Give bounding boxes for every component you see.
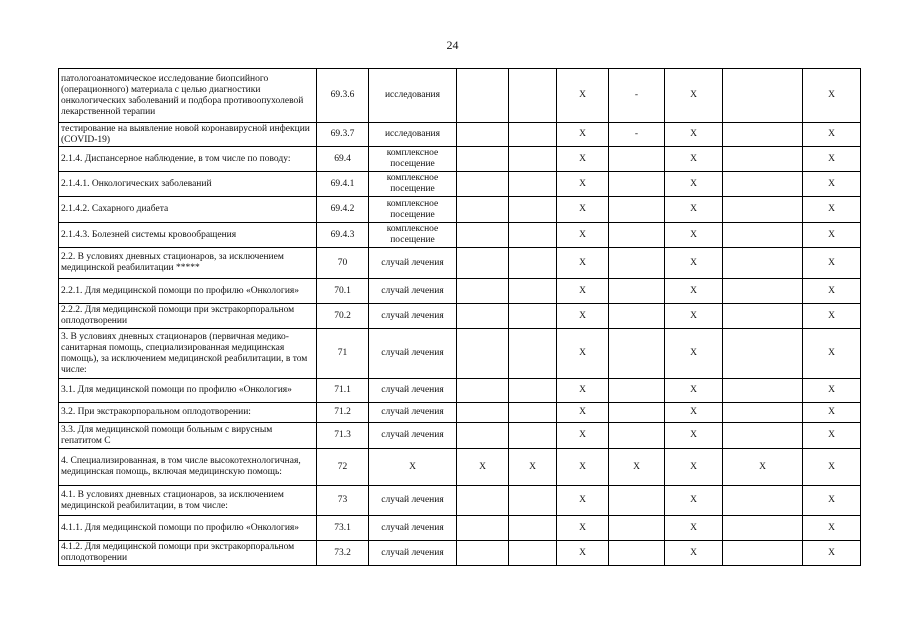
table-row bbox=[59, 449, 861, 486]
table-row bbox=[59, 69, 861, 123]
row-c9-cell bbox=[723, 223, 803, 248]
row-unit-cell: случай лечения bbox=[369, 279, 457, 304]
row-c5-cell: X bbox=[509, 449, 557, 486]
row-c7-cell bbox=[609, 403, 665, 423]
row-unit-cell: случай лечения bbox=[369, 516, 457, 541]
row-code-cell: 71.1 bbox=[317, 379, 369, 403]
row-c9-cell bbox=[723, 123, 803, 147]
row-c6-cell: X bbox=[557, 329, 609, 379]
row-c9-cell bbox=[723, 516, 803, 541]
table-row bbox=[59, 403, 861, 423]
row-c4-cell bbox=[457, 516, 509, 541]
row-c10-cell: X bbox=[803, 541, 861, 566]
row-c9-cell bbox=[723, 69, 803, 123]
row-name-cell: 4.1. В условиях дневных стационаров, за исключением медицинской реабилитации, в том числе: bbox=[59, 486, 317, 516]
row-c8-cell: X bbox=[665, 423, 723, 449]
row-c5-cell bbox=[509, 279, 557, 304]
row-c4-cell bbox=[457, 123, 509, 147]
table-row bbox=[59, 279, 861, 304]
row-name-cell: 2.1.4.2. Сахарного диабета bbox=[59, 197, 317, 223]
row-unit-cell: комплексное посещение bbox=[369, 197, 457, 223]
row-c6-cell: X bbox=[557, 379, 609, 403]
row-c5-cell bbox=[509, 423, 557, 449]
row-c6-cell: X bbox=[557, 486, 609, 516]
row-unit-cell: случай лечения bbox=[369, 423, 457, 449]
row-c4-cell bbox=[457, 197, 509, 223]
row-c7-cell: X bbox=[609, 449, 665, 486]
row-c4-cell bbox=[457, 423, 509, 449]
row-name-cell: 4. Специализированная, в том числе высокотехнологичная, медицинская помощь, включая медицинскую помощь: bbox=[59, 449, 317, 486]
row-c7-cell bbox=[609, 486, 665, 516]
row-c10-cell: X bbox=[803, 172, 861, 197]
row-c7-cell bbox=[609, 279, 665, 304]
row-c4-cell bbox=[457, 248, 509, 279]
table-row bbox=[59, 329, 861, 379]
table-row bbox=[59, 541, 861, 566]
row-c8-cell: X bbox=[665, 304, 723, 329]
row-name-cell: 2.1.4. Диспансерное наблюдение, в том числе по поводу: bbox=[59, 147, 317, 172]
row-code-cell: 70 bbox=[317, 248, 369, 279]
planning-table bbox=[58, 68, 861, 566]
row-c4-cell bbox=[457, 379, 509, 403]
row-c4-cell bbox=[457, 486, 509, 516]
row-c10-cell: X bbox=[803, 516, 861, 541]
row-name-cell: 2.2. В условиях дневных стационаров, за исключением медицинской реабилитации ***** bbox=[59, 248, 317, 279]
row-c4-cell bbox=[457, 279, 509, 304]
row-name-cell: патологоанатомическое исследование биопсийного (операционного) материала с целью диагностики онкологических заболеваний и подбора противоопухолевой лекарственной терапии bbox=[59, 69, 317, 123]
row-c6-cell: X bbox=[557, 304, 609, 329]
row-c8-cell: X bbox=[665, 379, 723, 403]
row-unit-cell: случай лечения bbox=[369, 486, 457, 516]
row-code-cell: 69.4.1 bbox=[317, 172, 369, 197]
row-code-cell: 72 bbox=[317, 449, 369, 486]
row-code-cell: 69.3.6 bbox=[317, 69, 369, 123]
table-row bbox=[59, 516, 861, 541]
row-c6-cell: X bbox=[557, 223, 609, 248]
row-c9-cell bbox=[723, 248, 803, 279]
row-code-cell: 70.1 bbox=[317, 279, 369, 304]
row-name-cell: 4.1.2. Для медицинской помощи при экстракорпоральном оплодотворении bbox=[59, 541, 317, 566]
row-c10-cell: X bbox=[803, 423, 861, 449]
row-c5-cell bbox=[509, 123, 557, 147]
table-row bbox=[59, 123, 861, 147]
row-code-cell: 69.4.3 bbox=[317, 223, 369, 248]
table-row bbox=[59, 172, 861, 197]
row-c7-cell: - bbox=[609, 69, 665, 123]
row-c8-cell: X bbox=[665, 147, 723, 172]
row-code-cell: 73.1 bbox=[317, 516, 369, 541]
row-name-cell: 3.2. При экстракорпоральном оплодотворении: bbox=[59, 403, 317, 423]
row-c5-cell bbox=[509, 516, 557, 541]
row-code-cell: 71 bbox=[317, 329, 369, 379]
row-c7-cell bbox=[609, 329, 665, 379]
row-c4-cell: X bbox=[457, 449, 509, 486]
row-c5-cell bbox=[509, 223, 557, 248]
row-c4-cell bbox=[457, 541, 509, 566]
row-c6-cell: X bbox=[557, 147, 609, 172]
row-unit-cell: X bbox=[369, 449, 457, 486]
row-name-cell: 3.1. Для медицинской помощи по профилю «Онкология» bbox=[59, 379, 317, 403]
row-c8-cell: X bbox=[665, 541, 723, 566]
table-row bbox=[59, 304, 861, 329]
row-unit-cell: случай лечения bbox=[369, 304, 457, 329]
row-c5-cell bbox=[509, 486, 557, 516]
row-c4-cell bbox=[457, 147, 509, 172]
row-code-cell: 70.2 bbox=[317, 304, 369, 329]
row-c6-cell: X bbox=[557, 449, 609, 486]
row-c6-cell: X bbox=[557, 197, 609, 223]
row-c6-cell: X bbox=[557, 123, 609, 147]
row-c7-cell bbox=[609, 223, 665, 248]
table-body bbox=[59, 69, 861, 566]
row-name-cell: тестирование на выявление новой коронавирусной инфекции (COVID-19) bbox=[59, 123, 317, 147]
row-c9-cell bbox=[723, 172, 803, 197]
table-row bbox=[59, 223, 861, 248]
row-c5-cell bbox=[509, 403, 557, 423]
table-row bbox=[59, 486, 861, 516]
row-c7-cell bbox=[609, 248, 665, 279]
row-c9-cell bbox=[723, 304, 803, 329]
row-c10-cell: X bbox=[803, 147, 861, 172]
row-c8-cell: X bbox=[665, 279, 723, 304]
row-c4-cell bbox=[457, 329, 509, 379]
row-c6-cell: X bbox=[557, 423, 609, 449]
row-name-cell: 2.2.1. Для медицинской помощи по профилю «Онкология» bbox=[59, 279, 317, 304]
row-name-cell: 2.1.4.1. Онкологических заболеваний bbox=[59, 172, 317, 197]
table-row bbox=[59, 147, 861, 172]
row-c10-cell: X bbox=[803, 279, 861, 304]
row-c5-cell bbox=[509, 248, 557, 279]
row-c6-cell: X bbox=[557, 69, 609, 123]
row-c8-cell: X bbox=[665, 123, 723, 147]
row-c7-cell bbox=[609, 197, 665, 223]
row-c9-cell bbox=[723, 147, 803, 172]
row-name-cell: 2.2.2. Для медицинской помощи при экстракорпоральном оплодотворении bbox=[59, 304, 317, 329]
row-c5-cell bbox=[509, 379, 557, 403]
row-c7-cell bbox=[609, 379, 665, 403]
row-c6-cell: X bbox=[557, 516, 609, 541]
row-code-cell: 73.2 bbox=[317, 541, 369, 566]
row-c9-cell bbox=[723, 197, 803, 223]
row-c7-cell bbox=[609, 516, 665, 541]
row-unit-cell: комплексное посещение bbox=[369, 223, 457, 248]
row-c5-cell bbox=[509, 147, 557, 172]
row-code-cell: 69.4.2 bbox=[317, 197, 369, 223]
row-name-cell: 3.3. Для медицинской помощи больным с вирусным гепатитом С bbox=[59, 423, 317, 449]
row-c7-cell bbox=[609, 423, 665, 449]
row-c4-cell bbox=[457, 403, 509, 423]
row-c5-cell bbox=[509, 329, 557, 379]
row-c9-cell: X bbox=[723, 449, 803, 486]
row-unit-cell: комплексное посещение bbox=[369, 147, 457, 172]
row-code-cell: 69.4 bbox=[317, 147, 369, 172]
row-c6-cell: X bbox=[557, 248, 609, 279]
row-c8-cell: X bbox=[665, 248, 723, 279]
row-c8-cell: X bbox=[665, 329, 723, 379]
row-code-cell: 71.2 bbox=[317, 403, 369, 423]
row-unit-cell: исследования bbox=[369, 123, 457, 147]
row-c4-cell bbox=[457, 172, 509, 197]
row-c9-cell bbox=[723, 403, 803, 423]
row-unit-cell: исследования bbox=[369, 69, 457, 123]
row-c10-cell: X bbox=[803, 248, 861, 279]
row-name-cell: 2.1.4.3. Болезней системы кровообращения bbox=[59, 223, 317, 248]
row-unit-cell: случай лечения bbox=[369, 379, 457, 403]
row-c10-cell: X bbox=[803, 304, 861, 329]
row-c7-cell bbox=[609, 541, 665, 566]
table-row bbox=[59, 248, 861, 279]
row-unit-cell: случай лечения bbox=[369, 329, 457, 379]
row-c7-cell bbox=[609, 147, 665, 172]
row-c10-cell: X bbox=[803, 449, 861, 486]
row-c8-cell: X bbox=[665, 197, 723, 223]
row-c8-cell: X bbox=[665, 516, 723, 541]
row-c9-cell bbox=[723, 279, 803, 304]
row-c10-cell: X bbox=[803, 197, 861, 223]
row-name-cell: 3. В условиях дневных стационаров (первичная медико-санитарная помощь, специализированная медицинская помощь), за исключением медицинской реабилитации, в том числе: bbox=[59, 329, 317, 379]
row-unit-cell: случай лечения bbox=[369, 541, 457, 566]
row-code-cell: 73 bbox=[317, 486, 369, 516]
table-row bbox=[59, 197, 861, 223]
row-c10-cell: X bbox=[803, 403, 861, 423]
row-c8-cell: X bbox=[665, 223, 723, 248]
row-c10-cell: X bbox=[803, 486, 861, 516]
row-c4-cell bbox=[457, 304, 509, 329]
row-c8-cell: X bbox=[665, 403, 723, 423]
row-c5-cell bbox=[509, 541, 557, 566]
row-c5-cell bbox=[509, 69, 557, 123]
row-c4-cell bbox=[457, 69, 509, 123]
row-c10-cell: X bbox=[803, 329, 861, 379]
row-c10-cell: X bbox=[803, 123, 861, 147]
row-c10-cell: X bbox=[803, 379, 861, 403]
table-row bbox=[59, 423, 861, 449]
row-c9-cell bbox=[723, 329, 803, 379]
row-c9-cell bbox=[723, 541, 803, 566]
table-row bbox=[59, 379, 861, 403]
row-c8-cell: X bbox=[665, 486, 723, 516]
row-unit-cell: случай лечения bbox=[369, 403, 457, 423]
row-c8-cell: X bbox=[665, 172, 723, 197]
row-c8-cell: X bbox=[665, 69, 723, 123]
row-c7-cell: - bbox=[609, 123, 665, 147]
row-c10-cell: X bbox=[803, 223, 861, 248]
row-c6-cell: X bbox=[557, 279, 609, 304]
row-c5-cell bbox=[509, 304, 557, 329]
row-c6-cell: X bbox=[557, 541, 609, 566]
row-c7-cell bbox=[609, 172, 665, 197]
row-c5-cell bbox=[509, 197, 557, 223]
row-c8-cell: X bbox=[665, 449, 723, 486]
page-number: 24 bbox=[446, 38, 459, 52]
row-c9-cell bbox=[723, 423, 803, 449]
row-unit-cell: комплексное посещение bbox=[369, 172, 457, 197]
row-c5-cell bbox=[509, 172, 557, 197]
row-c6-cell: X bbox=[557, 172, 609, 197]
row-c4-cell bbox=[457, 223, 509, 248]
row-c9-cell bbox=[723, 379, 803, 403]
row-c10-cell: X bbox=[803, 69, 861, 123]
row-c9-cell bbox=[723, 486, 803, 516]
row-code-cell: 69.3.7 bbox=[317, 123, 369, 147]
row-unit-cell: случай лечения bbox=[369, 248, 457, 279]
row-c6-cell: X bbox=[557, 403, 609, 423]
row-c7-cell bbox=[609, 304, 665, 329]
row-code-cell: 71.3 bbox=[317, 423, 369, 449]
row-name-cell: 4.1.1. Для медицинской помощи по профилю «Онкология» bbox=[59, 516, 317, 541]
